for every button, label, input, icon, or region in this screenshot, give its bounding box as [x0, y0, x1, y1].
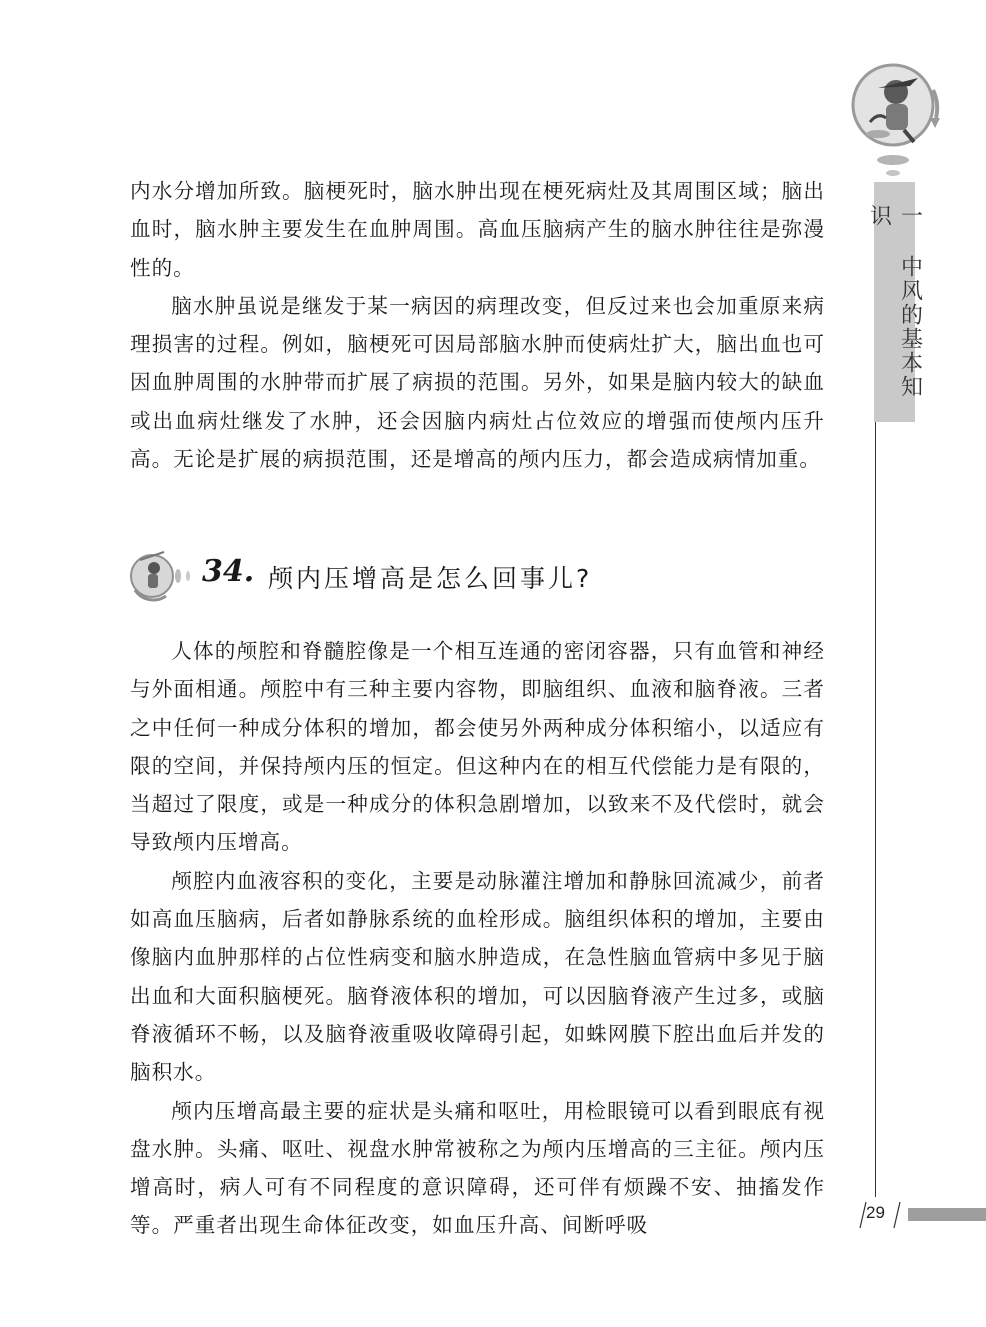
chapter-tab-label: 一 中风的基本知识	[866, 204, 923, 399]
section-title: 颅内压增高是怎么回事儿?	[268, 564, 593, 593]
chapter-tab	[866, 182, 923, 422]
paragraph: 人体的颅腔和脊髓腔像是一个相互连通的密闭容器，只有血管和神经与外面相通。颅腔中有三种主要内容物，即脑组织、血液和脑脊液。三者之中任何一种成分体积的增加，都会使另外两种成分体积缩小，以适应有限的空间，并保持颅内压的恒定。但这种内在的相互代偿能力是有限的，当超过了限度，或是一种成分的体积急剧增加，以致来不及代偿时，就会导致颅内压增高。	[130, 639, 825, 855]
section-emblem-icon	[130, 546, 196, 606]
margin-rule	[875, 422, 876, 1197]
page-number: 29	[866, 1203, 885, 1222]
text-block-bottom	[130, 632, 825, 1245]
paragraph: 脑水肿虽说是继发于某一病因的病理改变，但反过来也会加重原来病理损害的过程。例如，脑梗死可因局部脑水肿而使病灶扩大，脑出血也可因血肿周围的水肿带而扩展了病损的范围。另外，如果是脑内较大的缺血或出血病灶继发了水肿，还会因脑内病灶占位效应的增强而使颅内压升高。无论是扩展的病损范围，还是增高的颅内压力，都会造成病情加重。	[130, 293, 825, 472]
paragraph: 颅内压增高最主要的症状是头痛和呕吐，用检眼镜可以看到眼底有视盘水肿。头痛、呕吐、视盘水肿常被称之为颅内压增高的三主征。颅内压增高时，病人可有不同程度的意识障碍，还可伴有烦躁不安、抽搐发作等。严重者出现生命体征改变，如血压升高、间断呼吸	[130, 1098, 825, 1238]
paragraph: 内水分增加所致。脑梗死时，脑水肿出现在梗死病灶及其周围区域；脑出血时，脑水肿主要发生在血肿周围。高血压脑病产生的脑水肿往往是弥漫性的。	[130, 179, 825, 280]
section-heading	[130, 546, 730, 606]
paragraph: 颅腔内血液容积的变化，主要是动脉灌注增加和静脉回流减少，前者如高血压脑病，后者如静脉系统的血栓形成。脑组织体积的增加，主要由像脑内血肿那样的占位性病变和脑水肿造成，在急性脑血管病中多见于脑出血和大面积脑梗死。脑脊液体积的增加，可以因脑脊液产生过多，或脑脊液循环不畅，以及脑脊液重吸收障碍引起，如蛛网膜下腔出血后并发的脑积水。	[130, 868, 825, 1085]
page-bar	[908, 1208, 986, 1221]
text-block-top	[130, 172, 825, 478]
page-number-block	[850, 1200, 986, 1230]
section-number: 34.	[202, 554, 255, 589]
cartoon-mascot-icon	[848, 60, 948, 180]
